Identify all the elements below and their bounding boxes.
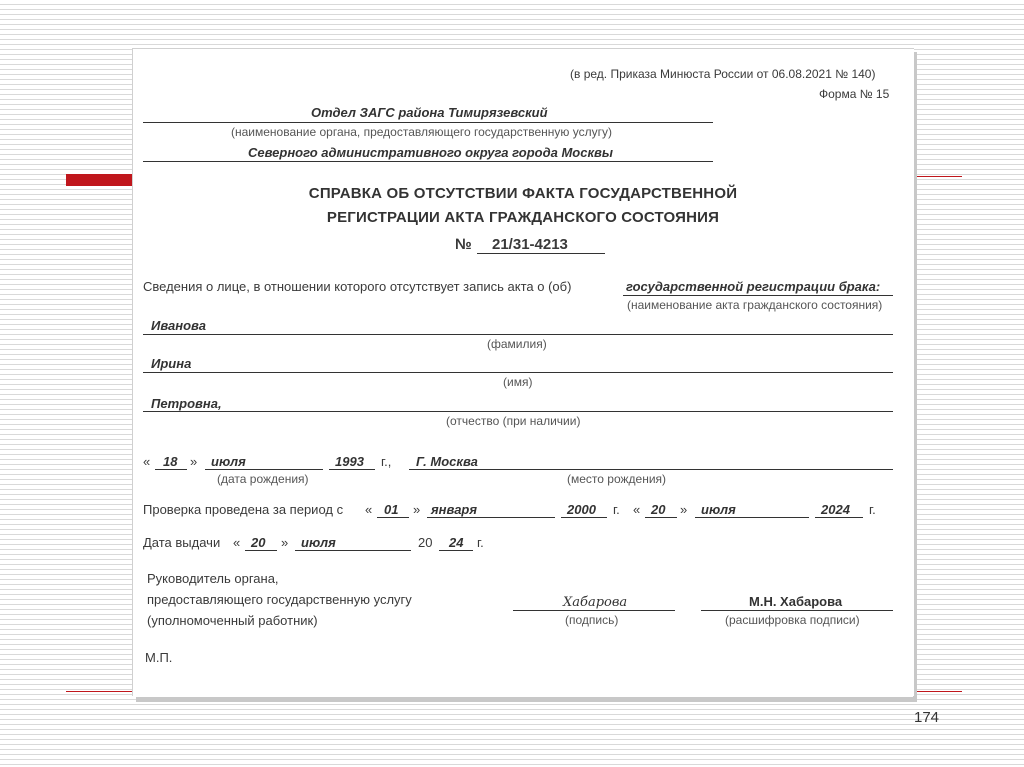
authority-line: [143, 161, 713, 162]
slide-accent-line: [66, 691, 136, 692]
signer-role-line1: Руководитель органа,: [147, 571, 279, 586]
number-line: [477, 253, 605, 254]
surname-line: [143, 334, 893, 335]
birth-open-quote: «: [143, 454, 151, 469]
authority-line: [143, 122, 713, 123]
patronymic-value: Петровна,: [151, 396, 222, 411]
issue-day: 20: [251, 535, 266, 550]
check-period-label: Проверка проведена за период с: [143, 502, 344, 517]
check-to-year-line: [815, 517, 863, 518]
birth-month: июля: [211, 454, 246, 469]
check-from-month-line: [427, 517, 555, 518]
birth-year: 1993: [335, 454, 364, 469]
first-name-line: [143, 372, 893, 373]
form-number: Форма № 15: [819, 87, 890, 101]
check-from-year-suffix: г.: [613, 502, 620, 517]
check-close-quote: »: [413, 502, 421, 517]
slide-accent-line: [912, 691, 962, 692]
birth-close-quote: »: [190, 454, 198, 469]
first-name-caption: (имя): [503, 375, 533, 389]
certificate-number: 21/31-4213: [492, 236, 568, 253]
signature-caption: (подпись): [565, 613, 619, 627]
number-label: №: [455, 236, 472, 253]
first-name-value: Ирина: [151, 356, 192, 371]
check-from-day-line: [377, 517, 409, 518]
act-type: государственной регистрации брака:: [626, 279, 881, 294]
issue-day-line: [245, 550, 277, 551]
signer-role-line3: (уполномоченный работник): [147, 613, 318, 628]
check-open-quote: «: [365, 502, 373, 517]
issue-date-label: Дата выдачи: [143, 535, 221, 550]
birth-month-line: [205, 469, 323, 470]
slide-page-number: 174: [914, 709, 940, 726]
stamp-place: М.П.: [145, 650, 173, 665]
birth-place: Г. Москва: [416, 454, 478, 469]
check-to-month-line: [695, 517, 809, 518]
record-intro: Сведения о лице, в отношении которого отсутствует запись акта о (об): [143, 279, 572, 294]
issue-year-line: [439, 550, 473, 551]
birth-place-line: [409, 469, 893, 470]
check-end-suffix: г.: [869, 502, 876, 517]
authority-caption: (наименование органа, предоставляющего государственную услугу): [231, 125, 612, 139]
authority-name-line2: Северного административного округа города Москвы: [248, 145, 613, 160]
check-from-month: января: [431, 502, 478, 517]
issue-close-quote: »: [281, 535, 289, 550]
slide-accent-line: [912, 176, 962, 177]
check-from-day: 01: [384, 502, 399, 517]
check-to-month: июля: [701, 502, 736, 517]
authority-name-line1: Отдел ЗАГС района Тимирязевский: [311, 105, 548, 120]
birth-year-line: [329, 469, 375, 470]
issue-month-line: [295, 550, 411, 551]
birth-place-caption: (место рождения): [567, 472, 667, 486]
birth-date-caption: (дата рождения): [217, 472, 309, 486]
certificate-document: [132, 48, 914, 696]
edition-note: (в ред. Приказа Минюста России от 06.08.2021 № 140): [570, 67, 876, 81]
act-type-caption: (наименование акта гражданского состояния): [627, 298, 883, 312]
signer-role-line2: предоставляющего государственную услугу: [147, 592, 412, 607]
patronymic-line: [143, 411, 893, 412]
birth-year-suffix: г.,: [381, 454, 392, 469]
check-close-quote: »: [680, 502, 688, 517]
check-open-quote: «: [633, 502, 641, 517]
patronymic-caption: (отчество (при наличии): [446, 414, 581, 428]
issue-month: июля: [301, 535, 336, 550]
issue-year-suffix: г.: [477, 535, 484, 550]
document-shadow: [136, 697, 916, 702]
issue-open-quote: «: [233, 535, 241, 550]
surname-value: Иванова: [151, 318, 206, 333]
check-to-year: 2024: [821, 502, 850, 517]
signer-decoded-name: М.Н. Хабарова: [749, 594, 843, 609]
decoded-name-caption: (расшифровка подписи): [725, 613, 860, 627]
document-title-line1: СПРАВКА ОБ ОТСУТСТВИИ ФАКТА ГОСУДАРСТВЕННОЙ: [308, 185, 738, 202]
act-type-line: [623, 295, 893, 296]
birth-day-line: [155, 469, 187, 470]
surname-caption: (фамилия): [487, 337, 547, 351]
issue-year: 24: [449, 535, 464, 550]
birth-day: 18: [163, 454, 178, 469]
check-from-year: 2000: [567, 502, 596, 517]
document-title-line2: РЕГИСТРАЦИИ АКТА ГРАЖДАНСКОГО СОСТОЯНИЯ: [326, 209, 720, 226]
check-to-day-line: [645, 517, 677, 518]
check-to-day: 20: [651, 502, 666, 517]
signature-line: [513, 610, 675, 611]
issue-century: 20: [418, 535, 433, 550]
decoded-name-line: [701, 610, 893, 611]
slide-accent-bar: [66, 174, 136, 186]
handwritten-signature: Хабарова: [563, 595, 628, 610]
check-from-year-line: [561, 517, 607, 518]
